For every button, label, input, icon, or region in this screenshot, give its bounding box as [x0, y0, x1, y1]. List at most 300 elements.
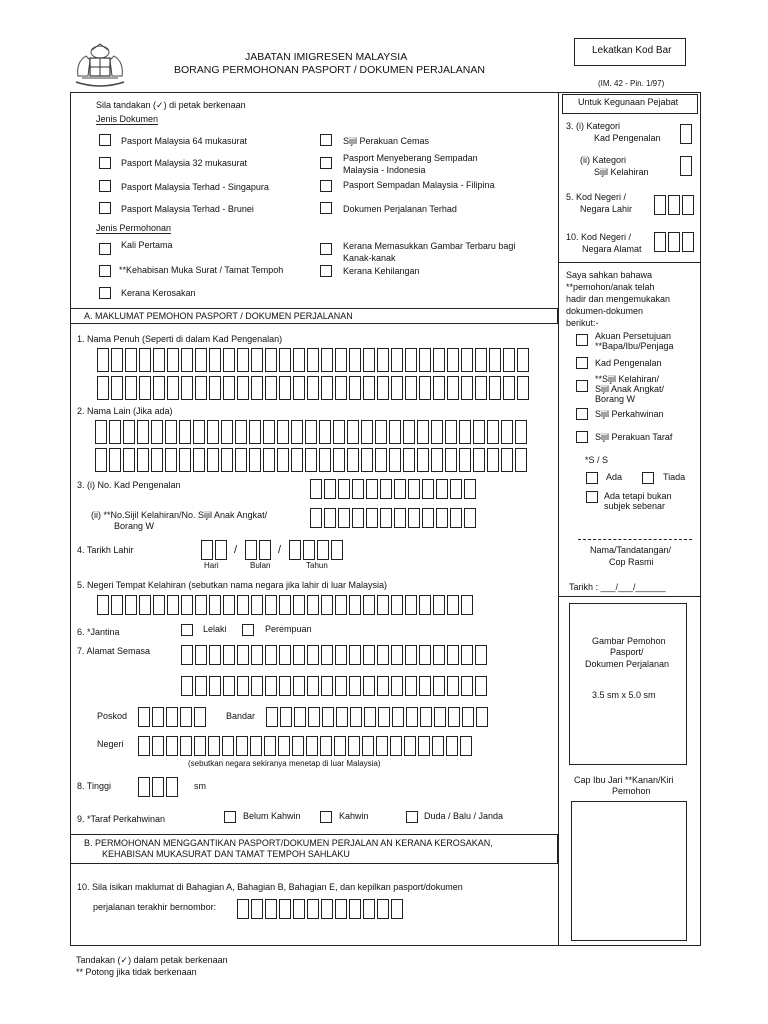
- char-box[interactable]: [363, 899, 375, 919]
- char-box[interactable]: [237, 645, 249, 665]
- checkbox-ada[interactable]: [586, 472, 598, 484]
- checkbox-new-photo[interactable]: [320, 243, 332, 255]
- char-box[interactable]: [221, 448, 233, 472]
- char-box[interactable]: [349, 348, 361, 372]
- char-box[interactable]: [279, 899, 291, 919]
- char-box[interactable]: [209, 595, 221, 615]
- dob-day[interactable]: [201, 540, 229, 560]
- char-box[interactable]: [391, 645, 403, 665]
- char-box[interactable]: [654, 195, 666, 215]
- char-box[interactable]: [223, 676, 235, 696]
- char-box[interactable]: [517, 348, 529, 372]
- char-box[interactable]: [417, 420, 429, 444]
- char-box[interactable]: [193, 420, 205, 444]
- checkbox-single[interactable]: [224, 811, 236, 823]
- char-box[interactable]: [405, 348, 417, 372]
- char-box[interactable]: [338, 479, 350, 499]
- char-box[interactable]: [265, 376, 277, 400]
- char-box[interactable]: [223, 376, 235, 400]
- char-box[interactable]: [405, 376, 417, 400]
- char-box[interactable]: [165, 448, 177, 472]
- char-box[interactable]: [245, 540, 257, 560]
- checkbox-border-philippines[interactable]: [320, 180, 332, 192]
- cat-ic-box[interactable]: [680, 124, 694, 144]
- char-box[interactable]: [461, 676, 473, 696]
- char-box[interactable]: [419, 645, 431, 665]
- height-input[interactable]: [138, 777, 180, 797]
- checkbox-damaged[interactable]: [99, 287, 111, 299]
- char-box[interactable]: [152, 707, 164, 727]
- char-box[interactable]: [194, 707, 206, 727]
- char-box[interactable]: [377, 376, 389, 400]
- char-box[interactable]: [333, 448, 345, 472]
- char-box[interactable]: [215, 540, 227, 560]
- char-box[interactable]: [109, 448, 121, 472]
- char-box[interactable]: [249, 420, 261, 444]
- char-box[interactable]: [680, 156, 692, 176]
- char-box[interactable]: [95, 448, 107, 472]
- char-box[interactable]: [352, 508, 364, 528]
- char-box[interactable]: [349, 376, 361, 400]
- char-box[interactable]: [310, 479, 322, 499]
- char-box[interactable]: [375, 448, 387, 472]
- checkbox-passport-64[interactable]: [99, 134, 111, 146]
- char-box[interactable]: [138, 707, 150, 727]
- char-box[interactable]: [305, 448, 317, 472]
- char-box[interactable]: [433, 376, 445, 400]
- char-box[interactable]: [461, 645, 473, 665]
- char-box[interactable]: [391, 348, 403, 372]
- char-box[interactable]: [251, 899, 263, 919]
- char-box[interactable]: [324, 479, 336, 499]
- char-box[interactable]: [207, 420, 219, 444]
- char-box[interactable]: [473, 420, 485, 444]
- char-box[interactable]: [277, 448, 289, 472]
- char-box[interactable]: [363, 348, 375, 372]
- char-box[interactable]: [363, 376, 375, 400]
- char-box[interactable]: [139, 595, 151, 615]
- char-box[interactable]: [377, 645, 389, 665]
- char-box[interactable]: [195, 645, 207, 665]
- checkbox-pages-expiry[interactable]: [99, 265, 111, 277]
- char-box[interactable]: [433, 676, 445, 696]
- char-box[interactable]: [390, 736, 402, 756]
- birth-code-input[interactable]: [654, 195, 696, 215]
- char-box[interactable]: [391, 899, 403, 919]
- char-box[interactable]: [366, 479, 378, 499]
- char-box[interactable]: [419, 376, 431, 400]
- char-box[interactable]: [473, 448, 485, 472]
- char-box[interactable]: [137, 448, 149, 472]
- char-box[interactable]: [335, 376, 347, 400]
- char-box[interactable]: [151, 448, 163, 472]
- char-box[interactable]: [405, 645, 417, 665]
- char-box[interactable]: [195, 376, 207, 400]
- char-box[interactable]: [321, 595, 333, 615]
- char-box[interactable]: [459, 420, 471, 444]
- char-box[interactable]: [363, 645, 375, 665]
- char-box[interactable]: [364, 707, 376, 727]
- char-box[interactable]: [380, 508, 392, 528]
- char-box[interactable]: [389, 448, 401, 472]
- checkbox-marriage-cert[interactable]: [576, 408, 588, 420]
- char-box[interactable]: [307, 899, 319, 919]
- char-box[interactable]: [139, 348, 151, 372]
- char-box[interactable]: [436, 508, 448, 528]
- full-name-row-1[interactable]: [97, 348, 531, 368]
- char-box[interactable]: [363, 676, 375, 696]
- birth-cert-input[interactable]: [310, 508, 478, 528]
- char-box[interactable]: [319, 420, 331, 444]
- char-box[interactable]: [380, 479, 392, 499]
- checkbox-first-time[interactable]: [99, 243, 111, 255]
- char-box[interactable]: [251, 595, 263, 615]
- char-box[interactable]: [208, 736, 220, 756]
- char-box[interactable]: [378, 707, 390, 727]
- char-box[interactable]: [181, 348, 193, 372]
- char-box[interactable]: [349, 595, 361, 615]
- char-box[interactable]: [293, 595, 305, 615]
- char-box[interactable]: [431, 448, 443, 472]
- char-box[interactable]: [347, 448, 359, 472]
- char-box[interactable]: [279, 376, 291, 400]
- char-box[interactable]: [406, 707, 418, 727]
- char-box[interactable]: [279, 676, 291, 696]
- char-box[interactable]: [420, 707, 432, 727]
- char-box[interactable]: [320, 736, 332, 756]
- char-box[interactable]: [307, 348, 319, 372]
- char-box[interactable]: [279, 348, 291, 372]
- char-box[interactable]: [394, 479, 406, 499]
- char-box[interactable]: [291, 448, 303, 472]
- char-box[interactable]: [236, 736, 248, 756]
- char-box[interactable]: [405, 676, 417, 696]
- char-box[interactable]: [263, 420, 275, 444]
- char-box[interactable]: [450, 479, 462, 499]
- char-box[interactable]: [310, 508, 322, 528]
- char-box[interactable]: [125, 595, 137, 615]
- char-box[interactable]: [223, 595, 235, 615]
- char-box[interactable]: [209, 376, 221, 400]
- char-box[interactable]: [181, 376, 193, 400]
- char-box[interactable]: [321, 645, 333, 665]
- char-box[interactable]: [306, 736, 318, 756]
- char-box[interactable]: [249, 448, 261, 472]
- char-box[interactable]: [361, 420, 373, 444]
- char-box[interactable]: [293, 348, 305, 372]
- char-box[interactable]: [464, 508, 476, 528]
- char-box[interactable]: [165, 420, 177, 444]
- char-box[interactable]: [403, 420, 415, 444]
- char-box[interactable]: [462, 707, 474, 727]
- last-passport-number[interactable]: [237, 899, 405, 919]
- char-box[interactable]: [167, 595, 179, 615]
- char-box[interactable]: [293, 676, 305, 696]
- char-box[interactable]: [489, 348, 501, 372]
- cat-bc-box[interactable]: [680, 156, 694, 176]
- char-box[interactable]: [475, 676, 487, 696]
- checkbox-border-indonesia[interactable]: [320, 157, 332, 169]
- char-box[interactable]: [291, 420, 303, 444]
- char-box[interactable]: [237, 376, 249, 400]
- char-box[interactable]: [335, 899, 347, 919]
- checkbox-widowed[interactable]: [406, 811, 418, 823]
- state-input[interactable]: [138, 736, 474, 756]
- char-box[interactable]: [338, 508, 350, 528]
- char-box[interactable]: [445, 420, 457, 444]
- dob-month[interactable]: [245, 540, 273, 560]
- char-box[interactable]: [447, 595, 459, 615]
- checkbox-birth-cert-verified[interactable]: [576, 380, 588, 392]
- char-box[interactable]: [335, 348, 347, 372]
- char-box[interactable]: [123, 420, 135, 444]
- char-box[interactable]: [179, 448, 191, 472]
- char-box[interactable]: [404, 736, 416, 756]
- char-box[interactable]: [331, 540, 343, 560]
- char-box[interactable]: [237, 595, 249, 615]
- char-box[interactable]: [250, 736, 262, 756]
- checkbox-passport-singapore[interactable]: [99, 180, 111, 192]
- char-box[interactable]: [375, 420, 387, 444]
- char-box[interactable]: [333, 420, 345, 444]
- char-box[interactable]: [266, 707, 278, 727]
- char-box[interactable]: [419, 676, 431, 696]
- char-box[interactable]: [366, 508, 378, 528]
- char-box[interactable]: [292, 736, 304, 756]
- birth-state-input[interactable]: [97, 595, 475, 615]
- char-box[interactable]: [293, 645, 305, 665]
- char-box[interactable]: [422, 508, 434, 528]
- char-box[interactable]: [167, 376, 179, 400]
- ic-number-input[interactable]: [310, 479, 478, 499]
- char-box[interactable]: [251, 645, 263, 665]
- char-box[interactable]: [517, 376, 529, 400]
- char-box[interactable]: [111, 376, 123, 400]
- checkbox-lost[interactable]: [320, 265, 332, 277]
- other-name-row-2[interactable]: [95, 448, 529, 468]
- char-box[interactable]: [307, 645, 319, 665]
- char-box[interactable]: [336, 707, 348, 727]
- char-box[interactable]: [137, 420, 149, 444]
- char-box[interactable]: [433, 645, 445, 665]
- char-box[interactable]: [180, 707, 192, 727]
- char-box[interactable]: [446, 736, 458, 756]
- char-box[interactable]: [418, 736, 430, 756]
- char-box[interactable]: [194, 736, 206, 756]
- checkbox-parent-consent[interactable]: [576, 334, 588, 346]
- char-box[interactable]: [459, 448, 471, 472]
- char-box[interactable]: [362, 736, 374, 756]
- char-box[interactable]: [376, 736, 388, 756]
- char-box[interactable]: [125, 376, 137, 400]
- char-box[interactable]: [195, 595, 207, 615]
- char-box[interactable]: [305, 420, 317, 444]
- char-box[interactable]: [97, 595, 109, 615]
- char-box[interactable]: [391, 676, 403, 696]
- char-box[interactable]: [166, 736, 178, 756]
- char-box[interactable]: [680, 124, 692, 144]
- char-box[interactable]: [431, 420, 443, 444]
- char-box[interactable]: [389, 420, 401, 444]
- char-box[interactable]: [289, 540, 301, 560]
- char-box[interactable]: [447, 645, 459, 665]
- char-box[interactable]: [153, 376, 165, 400]
- dob-year[interactable]: [289, 540, 345, 560]
- char-box[interactable]: [422, 479, 434, 499]
- char-box[interactable]: [207, 448, 219, 472]
- char-box[interactable]: [377, 348, 389, 372]
- address-row-1[interactable]: [181, 645, 489, 665]
- char-box[interactable]: [180, 736, 192, 756]
- char-box[interactable]: [475, 645, 487, 665]
- checkbox-male[interactable]: [181, 624, 193, 636]
- full-name-row-2[interactable]: [97, 376, 531, 396]
- char-box[interactable]: [209, 645, 221, 665]
- char-box[interactable]: [235, 448, 247, 472]
- char-box[interactable]: [138, 736, 150, 756]
- char-box[interactable]: [166, 777, 178, 797]
- char-box[interactable]: [322, 707, 334, 727]
- char-box[interactable]: [450, 508, 462, 528]
- char-box[interactable]: [475, 348, 487, 372]
- char-box[interactable]: [293, 899, 305, 919]
- char-box[interactable]: [321, 348, 333, 372]
- char-box[interactable]: [460, 736, 472, 756]
- char-box[interactable]: [317, 540, 329, 560]
- char-box[interactable]: [349, 899, 361, 919]
- char-box[interactable]: [319, 448, 331, 472]
- char-box[interactable]: [350, 707, 362, 727]
- char-box[interactable]: [461, 595, 473, 615]
- char-box[interactable]: [417, 448, 429, 472]
- char-box[interactable]: [501, 448, 513, 472]
- char-box[interactable]: [138, 777, 150, 797]
- char-box[interactable]: [195, 348, 207, 372]
- postcode-input[interactable]: [138, 707, 208, 727]
- char-box[interactable]: [391, 376, 403, 400]
- char-box[interactable]: [347, 420, 359, 444]
- char-box[interactable]: [335, 595, 347, 615]
- char-box[interactable]: [209, 676, 221, 696]
- char-box[interactable]: [209, 348, 221, 372]
- char-box[interactable]: [280, 707, 292, 727]
- char-box[interactable]: [377, 676, 389, 696]
- char-box[interactable]: [515, 420, 527, 444]
- char-box[interactable]: [153, 595, 165, 615]
- char-box[interactable]: [464, 479, 476, 499]
- char-box[interactable]: [361, 448, 373, 472]
- char-box[interactable]: [265, 595, 277, 615]
- char-box[interactable]: [265, 348, 277, 372]
- char-box[interactable]: [668, 195, 680, 215]
- char-box[interactable]: [195, 676, 207, 696]
- char-box[interactable]: [251, 376, 263, 400]
- addr-code-input[interactable]: [654, 232, 696, 252]
- char-box[interactable]: [152, 736, 164, 756]
- char-box[interactable]: [419, 595, 431, 615]
- char-box[interactable]: [151, 420, 163, 444]
- char-box[interactable]: [263, 448, 275, 472]
- char-box[interactable]: [265, 676, 277, 696]
- char-box[interactable]: [489, 376, 501, 400]
- char-box[interactable]: [447, 676, 459, 696]
- char-box[interactable]: [221, 420, 233, 444]
- char-box[interactable]: [95, 420, 107, 444]
- char-box[interactable]: [123, 448, 135, 472]
- char-box[interactable]: [179, 420, 191, 444]
- char-box[interactable]: [436, 479, 448, 499]
- char-box[interactable]: [167, 348, 179, 372]
- char-box[interactable]: [265, 645, 277, 665]
- char-box[interactable]: [476, 707, 488, 727]
- char-box[interactable]: [97, 376, 109, 400]
- char-box[interactable]: [152, 777, 164, 797]
- char-box[interactable]: [487, 448, 499, 472]
- char-box[interactable]: [181, 645, 193, 665]
- char-box[interactable]: [461, 376, 473, 400]
- char-box[interactable]: [237, 676, 249, 696]
- char-box[interactable]: [265, 899, 277, 919]
- char-box[interactable]: [394, 508, 406, 528]
- char-box[interactable]: [222, 736, 234, 756]
- char-box[interactable]: [475, 376, 487, 400]
- char-box[interactable]: [166, 707, 178, 727]
- char-box[interactable]: [348, 736, 360, 756]
- checkbox-status-cert[interactable]: [576, 431, 588, 443]
- char-box[interactable]: [307, 595, 319, 615]
- char-box[interactable]: [259, 540, 271, 560]
- checkbox-ic-verified[interactable]: [576, 357, 588, 369]
- char-box[interactable]: [321, 376, 333, 400]
- char-box[interactable]: [405, 595, 417, 615]
- char-box[interactable]: [363, 595, 375, 615]
- char-box[interactable]: [515, 448, 527, 472]
- char-box[interactable]: [303, 540, 315, 560]
- char-box[interactable]: [97, 348, 109, 372]
- char-box[interactable]: [223, 645, 235, 665]
- char-box[interactable]: [434, 707, 446, 727]
- char-box[interactable]: [251, 348, 263, 372]
- char-box[interactable]: [377, 899, 389, 919]
- checkbox-married[interactable]: [320, 811, 332, 823]
- char-box[interactable]: [682, 232, 694, 252]
- char-box[interactable]: [408, 508, 420, 528]
- char-box[interactable]: [334, 736, 346, 756]
- char-box[interactable]: [235, 420, 247, 444]
- char-box[interactable]: [293, 376, 305, 400]
- char-box[interactable]: [433, 348, 445, 372]
- checkbox-tiada[interactable]: [642, 472, 654, 484]
- city-input[interactable]: [266, 707, 490, 727]
- char-box[interactable]: [139, 376, 151, 400]
- char-box[interactable]: [307, 676, 319, 696]
- char-box[interactable]: [125, 348, 137, 372]
- checkbox-passport-32[interactable]: [99, 157, 111, 169]
- char-box[interactable]: [335, 676, 347, 696]
- char-box[interactable]: [321, 676, 333, 696]
- checkbox-female[interactable]: [242, 624, 254, 636]
- char-box[interactable]: [277, 420, 289, 444]
- char-box[interactable]: [448, 707, 460, 727]
- char-box[interactable]: [237, 348, 249, 372]
- checkbox-restricted-doc[interactable]: [320, 202, 332, 214]
- char-box[interactable]: [503, 376, 515, 400]
- char-box[interactable]: [223, 348, 235, 372]
- char-box[interactable]: [682, 195, 694, 215]
- checkbox-emergency-cert[interactable]: [320, 134, 332, 146]
- char-box[interactable]: [503, 348, 515, 372]
- char-box[interactable]: [294, 707, 306, 727]
